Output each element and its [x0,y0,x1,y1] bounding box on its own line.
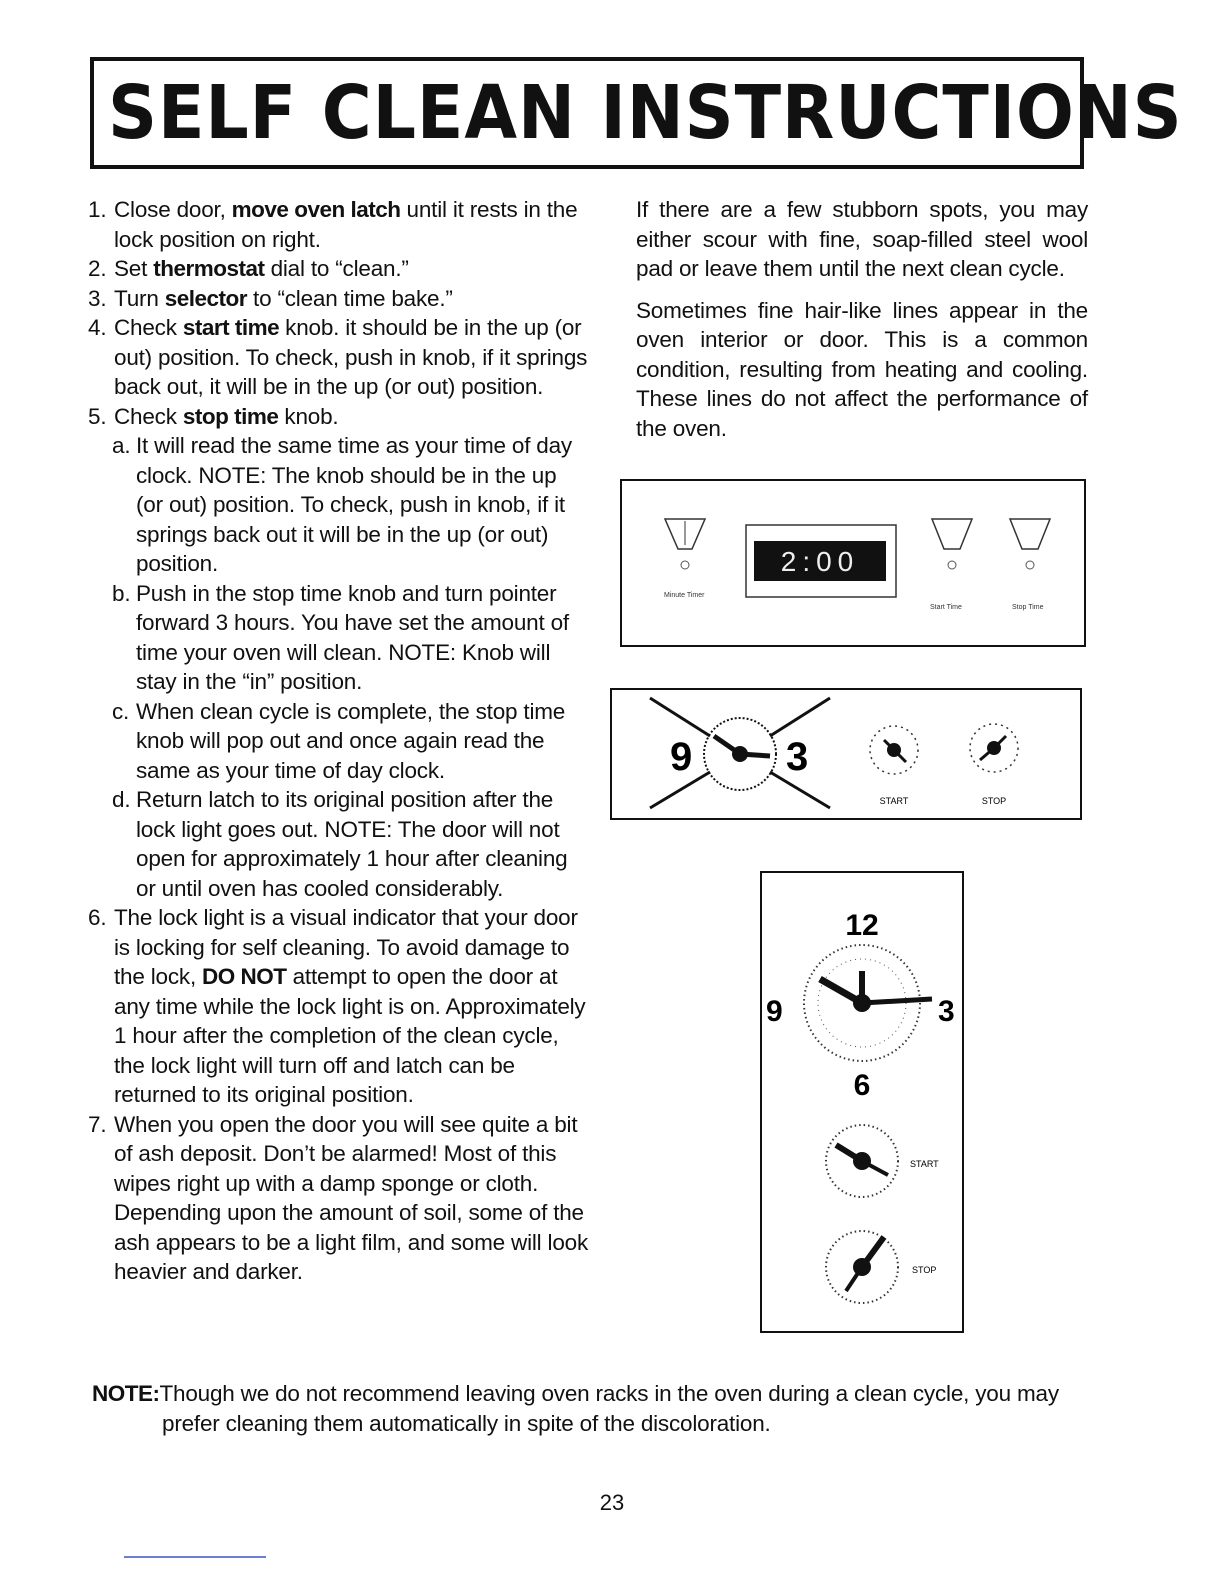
dial-six: 6 [853,1069,871,1102]
stop-label: STOP [912,1265,937,1275]
keyword: thermostat [153,256,265,281]
minute-timer-label: Minute Timer [664,592,705,599]
main-clock-icon [704,718,776,790]
step-5a: a. It will read the same time as your time of day clock. NOTE: The knob should be in the up (or out) position. To check, push in knob, if it springs back out it will be in the up (or out) position. [112,433,572,576]
stop-time-label: Stop Time [1012,604,1044,611]
note-label: NOTE: [92,1381,160,1406]
minute-timer-knob-icon [665,519,705,569]
paragraph-hairline: Sometimes fine hair-like lines appear in the oven interior or door. This is a common condition, resulting from heating and cooling. These lines do not affect the performance of the oven. [636,297,1088,441]
keyword: stop time [182,403,279,429]
stop-label: STOP [981,796,1007,806]
keyword: move oven latch [231,197,401,222]
instructions-list [88,195,588,1287]
start-label: START [910,1159,939,1169]
dial-three: 3 [938,995,955,1028]
keyword: DO NOT [202,964,287,989]
title-box [90,57,1183,169]
dial-three: 3 [786,735,809,779]
dial-nine: 9 [670,735,693,779]
step-5b: b. Push in the stop time knob and turn pointer forward 3 hours. You have set the amount of time your oven will clean. NOTE: Knob will stay in the “in” position. [112,580,569,694]
figure-digital-panel [620,479,1086,647]
right-column [636,195,1088,455]
figure-analog-panel [610,688,1082,820]
keyword: start time [182,315,280,340]
step-2: 2. Set thermostat dial to “clean.” [88,256,409,281]
step-5d: d. Return latch to its original position after the lock light goes out. NOTE: The door will not open for approximately 1 hour after cleaning or until oven has cooled considerably. [112,787,568,901]
note-paragraph: NOTE:Though we do not recommend leaving oven racks in the oven during a clean cycle, you may prefer cleaning them automatically in spite of the discoloration. [92,1381,1059,1436]
start-label: START [879,796,909,806]
step-7: 7. When you open the door you will see quite a bit of ash deposit. Don’t be alarmed! Most of this wipes right up with a damp sponge or cloth. Depending upon the amount of soil, some of the ash appears to be a light film, and some will look heavier and darker. [88,1111,589,1284]
start-time-label: Start Time [930,604,962,611]
page-number: 23 [599,1490,625,1515]
step-1: 1. Close door, move oven latch until it rests in the lock position on right. [88,197,578,252]
dial-twelve: 12 [845,909,879,942]
step-5: 5. Check stop time knob. [88,403,339,429]
page-title: SELF CLEAN INSTRUCTIONS [108,70,1183,156]
start-time-knob-icon [932,519,972,569]
footer-rule [124,1556,266,1558]
step-4: 4. Check start time knob. it should be in the up (or out) position. To check, push in knob, if it springs back out, it will be in the up (or out) position. [88,315,588,399]
main-clock-icon [804,945,932,1061]
clock-display-time: 2:00 [780,546,860,577]
stop-knob-icon [826,1231,898,1303]
dial-nine: 9 [766,995,783,1028]
stop-knob-icon [970,724,1018,772]
keyword: selector [164,285,247,311]
step-6: 6. The lock light is a visual indicator that your door is locking for self cleaning. To avoid damage to the lock, DO NOT attempt to open the door at any time while the lock light is on. Approximately 1 hour after the completion of the clean cycle, the lock light will turn off and latch can be returned to its original position. [88,905,586,1107]
start-knob-icon [826,1125,898,1197]
step-3: 3. Turn selector to “clean time bake.” [88,285,453,311]
paragraph-stubborn-spots: If there are a few stubborn spots, you may either scour with fine, soap-filled steel wool pad or leave them until the next clean cycle. [636,197,1088,281]
start-knob-icon [870,726,918,774]
step-5c: c. When clean cycle is complete, the stop time knob will pop out and once again read the same as your time of day clock. [112,698,566,783]
stop-time-knob-icon [1010,519,1050,569]
figure-vertical-panel [760,871,964,1333]
